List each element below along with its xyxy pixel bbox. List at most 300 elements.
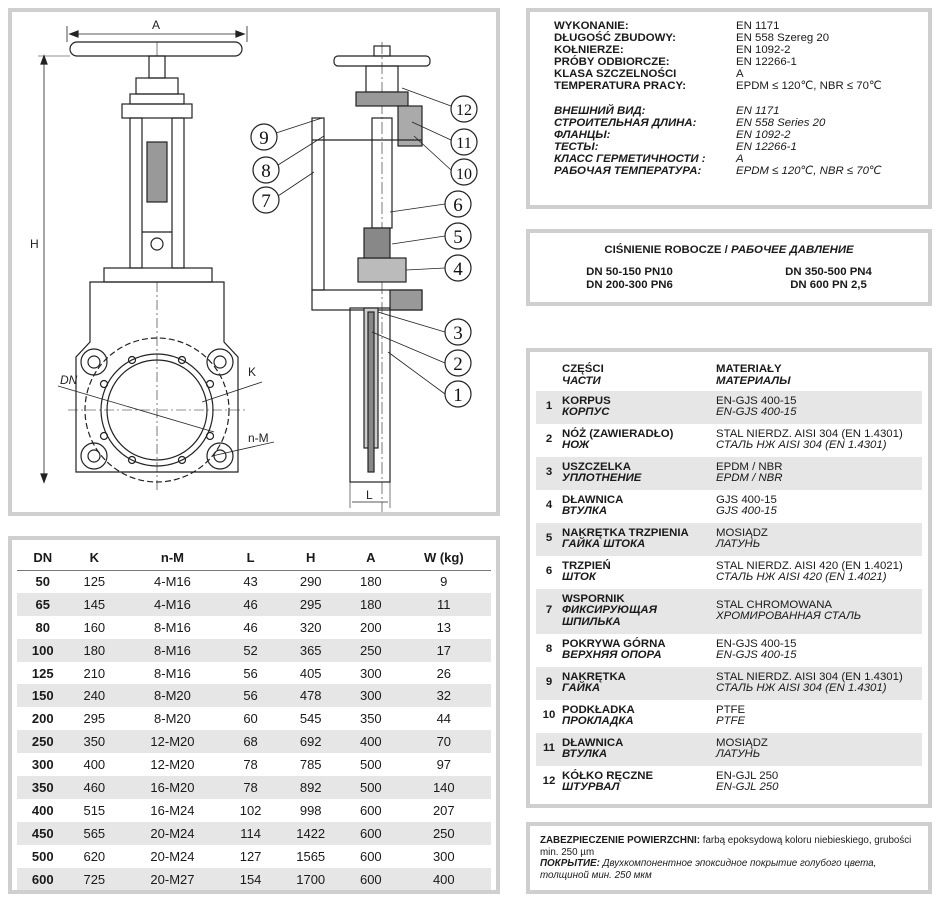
cell-l: 78	[243, 757, 258, 773]
spec-key: СТРОИТЕЛЬНАЯ ДЛИНА:	[554, 117, 697, 130]
parts-header-ru: ЧАСТИ	[562, 375, 601, 387]
cell-weight: 17	[397, 639, 491, 662]
part-number-text: 3	[545, 466, 553, 479]
pressure-item: DN 50-150 PN10	[586, 266, 673, 278]
part-name-pl: NAKRĘTKA	[562, 670, 626, 683]
cell-h: 892	[276, 776, 345, 799]
dim-label-nm: n-M	[248, 431, 269, 445]
part-number	[536, 490, 562, 523]
cell-weight: 11	[397, 593, 491, 616]
list-item	[536, 700, 922, 733]
cell-k: 180	[69, 639, 121, 662]
col-header-weight: W (kg)	[397, 546, 491, 570]
part-name-pl: USZCZELKA	[562, 460, 631, 473]
dimensions-table	[17, 546, 491, 890]
part-name-pl: NÓŻ (ZAWIERADŁO)	[562, 427, 674, 440]
list-item	[536, 589, 922, 634]
part-name-ru: ВТУЛКА	[562, 748, 608, 760]
cell-l: 68	[225, 730, 277, 753]
spec-value: A	[736, 67, 744, 80]
part-number-text: 7	[545, 604, 553, 617]
spec-key: KOŁNIERZE:	[554, 43, 624, 56]
coating-ru-label: ПОКРЫТИЕ:	[540, 858, 600, 869]
table-row	[17, 616, 491, 639]
spec-value: EPDM ≤ 120℃, NBR ≤ 70℃	[736, 79, 882, 92]
col-header-nm: n-M	[120, 546, 225, 570]
list-item	[536, 766, 922, 799]
part-material	[716, 766, 922, 799]
cell-n-m: 12-M20	[120, 730, 225, 753]
material-ru: СТАЛЬ НЖ AISI 304 (EN 1.4301)	[716, 682, 887, 694]
cell-dn: 125	[31, 665, 54, 681]
coating-ru-text: Двухкомпонентное эпоксидное покрытие голубого цвета, толщиной мин. 250 мкм	[540, 858, 877, 881]
part-name-pl: DŁAWNICA	[562, 493, 624, 506]
spec-row	[554, 69, 928, 81]
list-item	[536, 490, 922, 523]
cell-h: 295	[276, 593, 345, 616]
part-name-pl: WSPORNIK	[562, 592, 625, 605]
list-item	[536, 391, 922, 424]
cell-l: 78	[225, 776, 277, 799]
part-number	[536, 766, 562, 799]
part-number-text: 1	[545, 400, 553, 413]
part-material	[716, 733, 922, 766]
spec-value: EN 12266-1	[736, 55, 797, 68]
dim-label-k: K	[248, 365, 257, 379]
spec-key: PRÓBY ODBIORCZE:	[554, 55, 670, 68]
table-row	[17, 639, 491, 662]
part-name	[562, 733, 716, 766]
cell-a: 300	[359, 665, 382, 681]
table-row	[17, 822, 491, 845]
spec-row	[554, 81, 928, 93]
table-row	[17, 776, 491, 799]
pressure-title-pl: CIŚNIENIE ROBOCZE /	[604, 244, 728, 256]
cell-weight: 44	[436, 711, 452, 727]
material-ru: EN-GJS 400-15	[716, 406, 797, 418]
dimensions-header-row	[17, 546, 491, 570]
list-item	[536, 457, 922, 490]
part-name-ru: ВЕРХНЯЯ ОПОРА	[562, 649, 662, 661]
col-header-h: H	[276, 546, 345, 570]
col-header-k: K	[69, 546, 121, 570]
spec-value: EN 1171	[736, 105, 780, 118]
cell-weight: 70	[397, 730, 491, 753]
part-material	[716, 556, 922, 589]
part-number-text: 10	[542, 709, 556, 722]
part-name-ru: КОРПУС	[562, 406, 610, 418]
cell-a: 500	[359, 757, 382, 773]
cell-n-m: 4-M16	[154, 574, 191, 590]
cell-dn: 100	[17, 639, 69, 662]
cell-dn: 300	[31, 757, 54, 773]
cell-dn: 50	[35, 574, 50, 590]
parts-header	[562, 363, 716, 391]
material-pl: EN-GJL 250	[716, 769, 779, 782]
cell-h: 545	[299, 711, 322, 727]
parts-materials-panel	[526, 348, 932, 808]
cell-h: 1565	[296, 848, 326, 864]
part-name-ru: ШТУРВАЛ	[562, 781, 620, 793]
callout-4: 4	[453, 259, 463, 280]
cell-a: 300	[345, 684, 397, 707]
list-item	[536, 667, 922, 700]
parts-table	[536, 363, 922, 799]
cell-weight: 13	[436, 619, 452, 635]
material-ru: СТАЛЬ НЖ AISI 304 (EN 1.4301)	[716, 439, 887, 451]
cell-weight: 26	[436, 665, 452, 681]
materials-header-pl: MATERIAŁY	[716, 363, 782, 375]
dim-label-dn: DN	[60, 373, 78, 387]
cell-a: 250	[345, 639, 397, 662]
pressure-item: DN 600 PN 2,5	[790, 279, 867, 291]
spec-value: EN 1092-2	[736, 129, 791, 142]
cell-a: 600	[359, 802, 382, 818]
part-name-ru: ПРОКЛАДКА	[562, 715, 634, 727]
spec-value: EN 1171	[736, 20, 780, 32]
list-item	[536, 634, 922, 667]
pressure-title	[530, 244, 928, 256]
material-pl: PTFE	[716, 703, 746, 716]
cell-l: 43	[243, 574, 258, 590]
cell-a: 600	[345, 822, 397, 845]
materials-header	[716, 363, 922, 391]
cell-n-m: 20-M27	[120, 868, 225, 891]
materials-header-ru: МАТЕРИАЛЫ	[716, 375, 791, 387]
working-pressure-panel	[526, 229, 932, 306]
dim-label-a: A	[152, 18, 161, 32]
table-row	[17, 707, 491, 730]
col-header-l: L	[225, 546, 277, 570]
material-ru: EN-GJS 400-15	[716, 649, 797, 661]
cell-k: 160	[83, 619, 106, 635]
material-ru: ЛАТУНЬ	[716, 538, 761, 550]
cell-n-m: 4-M16	[120, 593, 225, 616]
cell-l: 102	[239, 802, 262, 818]
table-row	[17, 570, 491, 593]
part-name-ru: ГАЙКА ШТОКА	[562, 538, 646, 550]
part-name	[562, 667, 716, 700]
dim-label-h: H	[30, 237, 39, 251]
cell-k: 565	[69, 822, 121, 845]
cell-l: 56	[225, 684, 277, 707]
col-header-dn: DN	[17, 546, 69, 570]
table-row	[17, 730, 491, 753]
cell-h: 1422	[276, 822, 345, 845]
part-name	[562, 556, 716, 589]
coating-pl-label: ZABEZPIECZENIE POWIERZCHNI:	[540, 835, 701, 846]
part-name	[562, 523, 716, 556]
cell-h: 998	[299, 802, 322, 818]
part-name-pl: POKRYWA GÓRNA	[562, 637, 666, 650]
cell-dn: 250	[17, 730, 69, 753]
part-material	[716, 667, 922, 700]
cell-a: 400	[345, 730, 397, 753]
cell-dn: 200	[31, 711, 54, 727]
material-ru: СТАЛЬ НЖ AISI 420 (EN 1.4021)	[716, 571, 887, 583]
material-pl: MOSIĄDZ	[716, 526, 768, 539]
cell-k: 350	[69, 730, 121, 753]
cell-weight: 300	[432, 848, 455, 864]
cell-weight: 9	[440, 574, 448, 590]
cell-dn: 65	[17, 593, 69, 616]
cell-n-m: 20-M24	[150, 848, 195, 864]
callout-12: 12	[456, 102, 472, 119]
material-pl: EN-GJS 400-15	[716, 394, 797, 407]
cell-dn: 80	[35, 619, 50, 635]
material-pl: STAL NIERDZ. AISI 304 (EN 1.4301)	[716, 670, 903, 683]
spec-value: EN 1092-2	[736, 43, 791, 56]
part-number	[536, 634, 562, 667]
spec-key: ФЛАНЦЫ:	[554, 129, 611, 142]
part-number	[536, 667, 562, 700]
parts-header-row	[536, 363, 922, 391]
part-number-text: 5	[545, 532, 553, 545]
callout-9: 9	[259, 128, 269, 149]
part-name	[562, 700, 716, 733]
coating-pl-text: farbą epoksydową koloru niebieskiego, grubości min. 250 µm	[540, 835, 912, 858]
material-pl: STAL NIERDZ. AISI 420 (EN 1.4021)	[716, 559, 903, 572]
part-name	[562, 634, 716, 667]
specifications-panel	[526, 8, 932, 209]
col-header-a: A	[345, 546, 397, 570]
cell-dn: 150	[17, 684, 69, 707]
pressure-item: DN 200-300 PN6	[586, 279, 673, 291]
cell-dn: 600	[17, 868, 69, 891]
callout-6: 6	[453, 195, 463, 216]
cell-l: 46	[225, 593, 277, 616]
cell-weight: 250	[397, 822, 491, 845]
cell-a: 600	[359, 848, 382, 864]
part-number-text: 2	[545, 433, 553, 446]
cell-l: 154	[225, 868, 277, 891]
cell-h: 692	[276, 730, 345, 753]
pressure-title-ru: РАБОЧЕЕ ДАВЛЕНИЕ	[730, 244, 854, 256]
cell-weight: 140	[397, 776, 491, 799]
part-number	[536, 523, 562, 556]
callout-1: 1	[453, 385, 463, 406]
spec-key: TEMPERATURA PRACY:	[554, 79, 687, 92]
spec-key: КЛАСС ГЕРМЕТИЧНОСТИ :	[554, 153, 706, 166]
callout-5: 5	[453, 227, 463, 248]
cell-n-m: 8-M16	[120, 639, 225, 662]
part-name-pl: KÓŁKO RĘCZNE	[562, 769, 654, 782]
part-name	[562, 766, 716, 799]
spec-key: WYKONANIE:	[554, 20, 629, 32]
spec-row	[554, 45, 928, 57]
part-name	[562, 457, 716, 490]
material-pl: MOSIĄDZ	[716, 736, 768, 749]
part-name-pl: KORPUS	[562, 394, 611, 407]
table-row	[17, 662, 491, 685]
part-name-ru: ШТОК	[562, 571, 596, 583]
cell-k: 515	[83, 802, 106, 818]
spec-key: KLASA SZCZELNOŚCI	[554, 67, 677, 80]
table-row	[17, 684, 491, 707]
part-material	[716, 391, 922, 424]
part-number-text: 9	[545, 676, 553, 689]
part-material	[716, 424, 922, 457]
part-name-ru: ВТУЛКА	[562, 505, 608, 517]
cell-k: 400	[83, 757, 106, 773]
dim-label-l: L	[366, 488, 373, 502]
parts-header-pl: CZĘŚCI	[562, 363, 604, 375]
pressure-item: DN 350-500 PN4	[785, 266, 872, 278]
material-ru: GJS 400-15	[716, 505, 777, 517]
cell-k: 210	[83, 665, 106, 681]
cell-n-m: 8-M16	[154, 619, 191, 635]
part-material	[716, 589, 922, 634]
cell-a: 600	[345, 868, 397, 891]
cell-weight: 400	[397, 868, 491, 891]
cell-weight: 207	[432, 802, 455, 818]
surface-coating-panel	[526, 822, 932, 894]
cell-a: 180	[359, 574, 382, 590]
spec-value: EN 558 Szereg 20	[736, 31, 830, 44]
callout-7: 7	[261, 191, 271, 212]
cell-weight: 97	[436, 757, 452, 773]
part-material	[716, 634, 922, 667]
material-pl: EPDM / NBR	[716, 460, 783, 473]
spec-value: A	[736, 153, 744, 166]
cell-k: 125	[83, 574, 106, 590]
cell-k: 460	[69, 776, 121, 799]
list-item	[536, 556, 922, 589]
cell-dn: 350	[17, 776, 69, 799]
table-row	[17, 753, 491, 776]
cell-a: 200	[359, 619, 382, 635]
cell-l: 56	[243, 665, 258, 681]
material-ru: EN-GJL 250	[716, 781, 779, 793]
cell-l: 114	[225, 822, 277, 845]
cell-h: 1700	[276, 868, 345, 891]
spec-key: ВНЕШНИЙ ВИД:	[554, 105, 646, 118]
cell-l: 52	[225, 639, 277, 662]
cell-a: 500	[345, 776, 397, 799]
callout-2: 2	[453, 354, 463, 375]
cell-k: 240	[69, 684, 121, 707]
part-number-text: 4	[545, 499, 553, 512]
material-ru: EPDM / NBR	[716, 472, 783, 484]
cell-k: 620	[83, 848, 106, 864]
callout-11: 11	[456, 135, 472, 152]
part-number	[536, 424, 562, 457]
coating-ru	[540, 858, 918, 881]
cell-k: 295	[83, 711, 106, 727]
part-number	[536, 700, 562, 733]
part-number	[536, 733, 562, 766]
list-item	[536, 523, 922, 556]
spec-value: EN 12266-1	[736, 141, 797, 154]
material-pl: EN-GJS 400-15	[716, 637, 797, 650]
spec-value: EPDM ≤ 120℃, NBR ≤ 70℃	[736, 164, 882, 177]
cell-k: 725	[69, 868, 121, 891]
part-name-ru: ГАЙКА	[562, 682, 601, 694]
material-ru: ЛАТУНЬ	[716, 748, 761, 760]
cell-n-m: 12-M20	[150, 757, 195, 773]
list-item	[536, 424, 922, 457]
part-number-text: 11	[542, 742, 556, 755]
part-number	[536, 457, 562, 490]
part-material	[716, 523, 922, 556]
part-name-pl: DŁAWNICA	[562, 736, 624, 749]
material-pl: STAL CHROMOWANA	[716, 598, 833, 611]
part-name-ru: НОЖ	[562, 439, 590, 451]
part-material	[716, 700, 922, 733]
spec-key: ТЕСТЫ:	[554, 141, 599, 154]
cell-h: 290	[299, 574, 322, 590]
part-number	[536, 589, 562, 634]
spec-value: EN 558 Series 20	[736, 117, 826, 130]
cell-l: 46	[243, 619, 258, 635]
list-item	[536, 733, 922, 766]
cell-h: 365	[276, 639, 345, 662]
part-name-ru: ФИКСИРУЮЩАЯ ШПИЛЬКА	[562, 604, 657, 628]
part-name	[562, 589, 716, 634]
cell-n-m: 8-M20	[154, 711, 191, 727]
material-ru: PTFE	[716, 715, 746, 727]
coating-pl	[540, 835, 918, 858]
part-name-pl: PODKŁADKA	[562, 703, 635, 716]
part-material	[716, 457, 922, 490]
cell-n-m: 16-M24	[150, 802, 195, 818]
technical-drawing-panel	[8, 8, 500, 516]
cell-dn: 500	[31, 848, 54, 864]
table-row	[17, 593, 491, 616]
part-name-ru: УПЛОТНЕНИЕ	[562, 472, 642, 484]
valve-technical-drawing	[12, 12, 496, 512]
part-number-text: 6	[545, 565, 553, 578]
cell-h: 478	[276, 684, 345, 707]
part-material	[716, 490, 922, 523]
part-name-pl: NAKRĘTKA TRZPIENIA	[562, 526, 689, 539]
cell-n-m: 8-M20	[120, 684, 225, 707]
cell-h: 320	[299, 619, 322, 635]
material-ru: ХРОМИРОВАННАЯ СТАЛЬ	[716, 610, 862, 622]
spec-key: РАБОЧАЯ ТЕМПЕРАТУРА:	[554, 164, 702, 177]
cell-h: 785	[299, 757, 322, 773]
table-row	[17, 868, 491, 891]
callout-8: 8	[261, 161, 271, 182]
cell-dn: 450	[17, 822, 69, 845]
spec-row	[554, 166, 928, 178]
cell-l: 60	[243, 711, 258, 727]
table-row	[17, 799, 491, 822]
part-number	[536, 391, 562, 424]
part-name	[562, 391, 716, 424]
dimensions-panel	[8, 536, 500, 894]
material-pl: STAL NIERDZ. AISI 304 (EN 1.4301)	[716, 427, 903, 440]
callout-3: 3	[453, 323, 463, 344]
part-number-text: 12	[542, 775, 556, 788]
part-name-pl: TRZPIEŃ	[562, 559, 611, 572]
cell-n-m: 8-M16	[154, 665, 191, 681]
callout-10: 10	[456, 166, 472, 183]
cell-k: 145	[69, 593, 121, 616]
cell-l: 127	[239, 848, 262, 864]
table-row	[17, 845, 491, 868]
cell-dn: 400	[31, 802, 54, 818]
part-name	[562, 424, 716, 457]
cell-n-m: 20-M24	[120, 822, 225, 845]
part-number	[536, 556, 562, 589]
cell-h: 405	[299, 665, 322, 681]
material-pl: GJS 400-15	[716, 493, 777, 506]
spec-row	[554, 57, 928, 69]
cell-a: 180	[345, 593, 397, 616]
part-name	[562, 490, 716, 523]
spec-key: DŁUGOŚĆ ZBUDOWY:	[554, 31, 676, 44]
